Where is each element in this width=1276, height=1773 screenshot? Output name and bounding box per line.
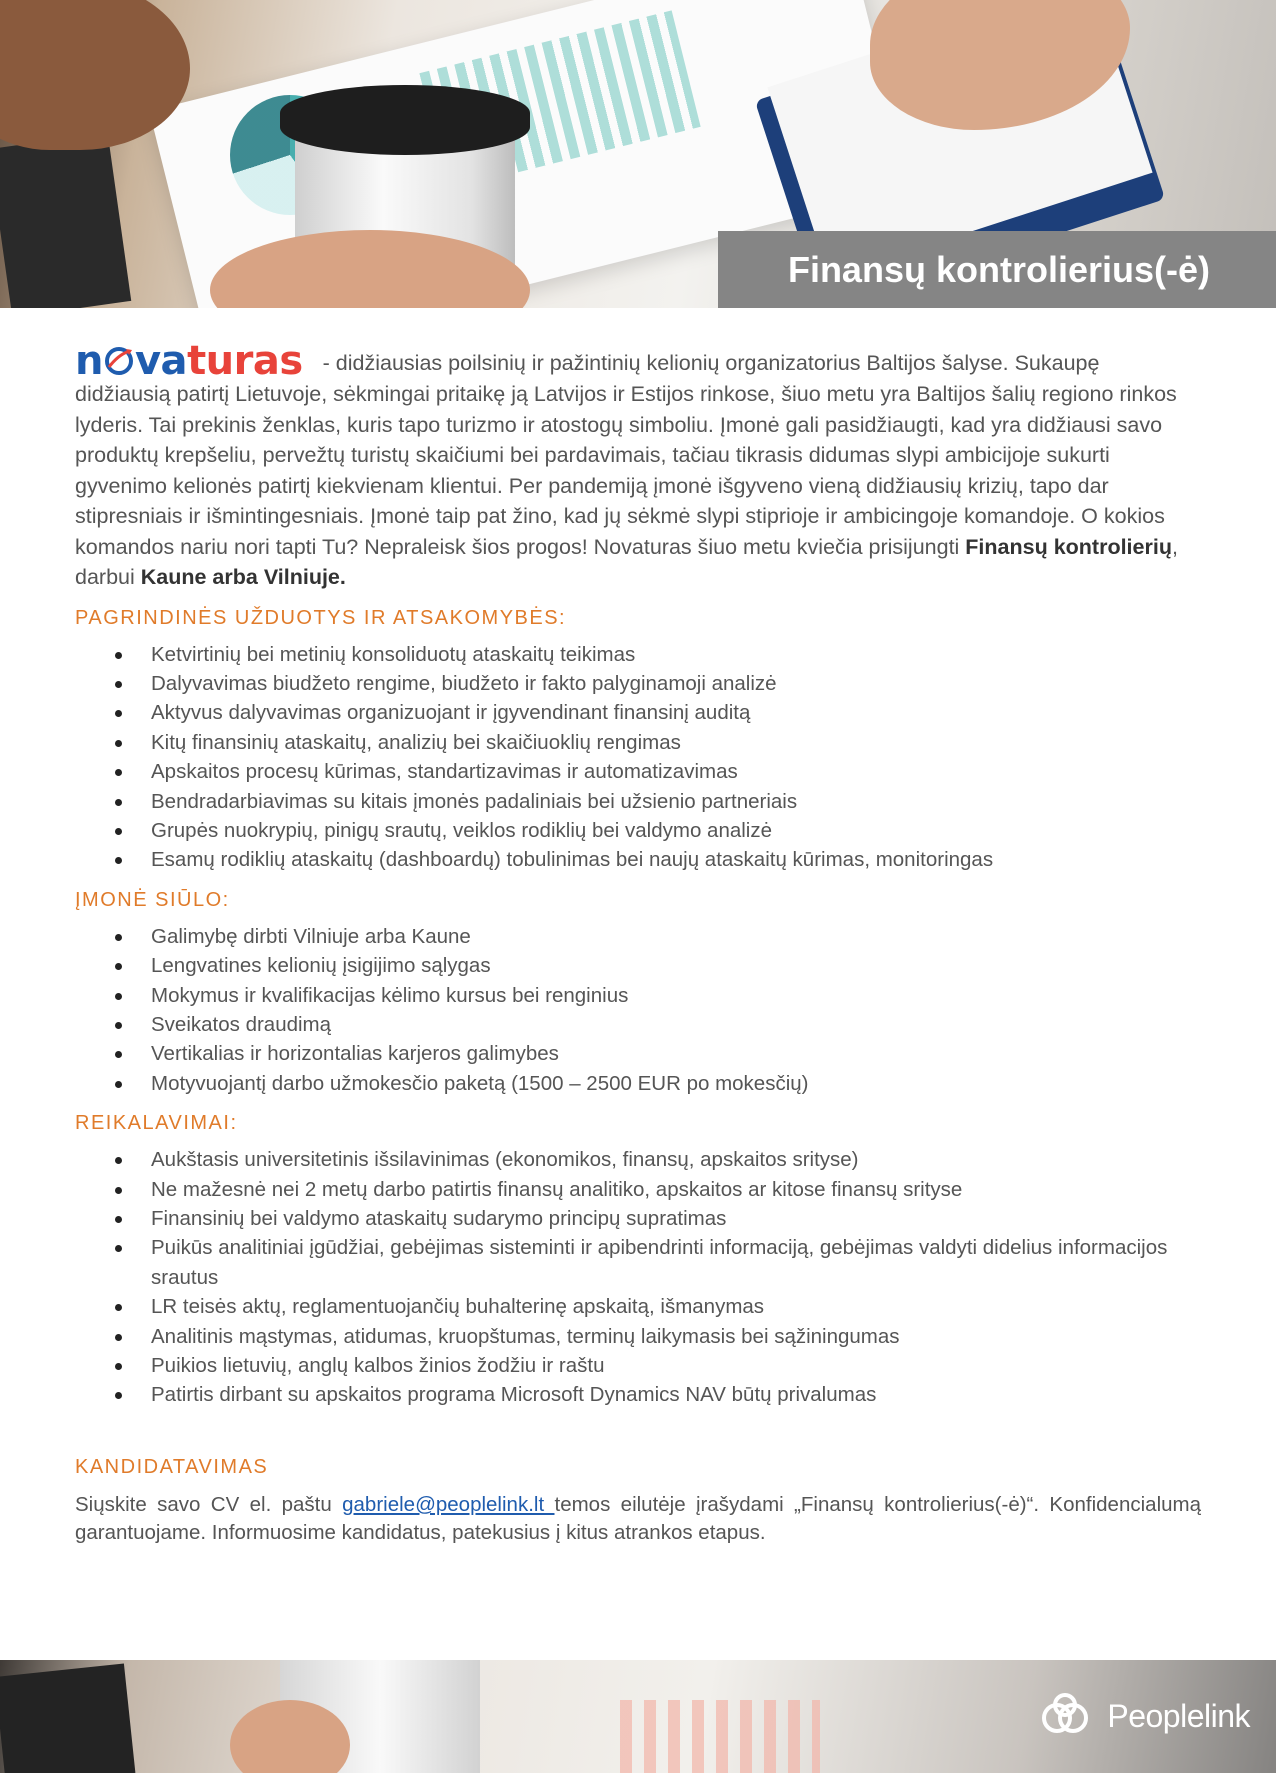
list-item: Finansinių bei valdymo ataskaitų sudarymo principų supratimas [115, 1204, 1201, 1233]
application-heading: KANDIDATAVIMAS [75, 1455, 269, 1478]
list-item: Apskaitos procesų kūrimas, standartizavimas ir automatizavimas [115, 757, 1201, 786]
email-link[interactable]: gabriele@peoplelink.lt [342, 1492, 555, 1516]
novaturas-logo: n vaturas [75, 338, 303, 384]
intro-middle: , darbui [75, 534, 1178, 589]
intro-paragraph [75, 338, 1201, 593]
list-item: Aktyvus dalyvavimas organizuojant ir įgyvendinant finansinį auditą [115, 698, 1201, 727]
list-item: Bendradarbiavimas su kitais įmonės padaliniais bei užsienio partneriais [115, 787, 1201, 816]
list-item: Patirtis dirbant su apskaitos programa Microsoft Dynamics NAV būtų privalumas [115, 1380, 1201, 1409]
page-title: Finansų kontrolierius(-ė) [787, 248, 1210, 290]
list-item: Galimybę dirbti Vilniuje arba Kaune [115, 922, 1201, 951]
list-item: Mokymus ir kvalifikacijas kėlimo kursus bei renginius [115, 981, 1201, 1010]
list-item: LR teisės aktų, reglamentuojančių buhalterinę apskaitą, išmanymas [115, 1292, 1201, 1321]
list-item: Ne mažesnė nei 2 metų darbo patirtis finansų analitiko, apskaitos ar kitose finansų srityse [115, 1175, 1201, 1204]
list-item: Puikios lietuvių, anglų kalbos žinios žodžiu ir raštu [115, 1351, 1201, 1380]
coffee-cup-lid [280, 85, 530, 155]
job-location: Kaune arba Vilniuje. [140, 565, 346, 589]
footer-notebook [0, 1664, 135, 1773]
application-text-before: Siųskite savo CV el. paštu [75, 1492, 343, 1516]
application-text-after: temos eilutėje įrašydami „Finansų kontrolierius(-ė)“. Konfidencialumą garantuojame. Informuosime kandidatus, patekusius į kitus atrankos etapus. [75, 1492, 1202, 1545]
list-item: Dalyvavimas biudžeto rengime, biudžeto ir fakto palyginamoji analizė [115, 669, 1201, 698]
footer-photo [0, 1660, 1276, 1773]
list-item: Kitų finansinių ataskaitų, analizių bei skaičiuoklių rengimas [115, 728, 1201, 757]
list-item: Ketvirtinių bei metinių konsoliduotų ataskaitų teikimas [115, 640, 1201, 669]
offers-list [75, 922, 1201, 1098]
globe-icon [104, 346, 134, 376]
peoplelink-logo [1037, 1688, 1250, 1744]
title-banner [718, 231, 1276, 308]
list-item: Lengvatines kelionių įsigijimo sąlygas [115, 951, 1201, 980]
footer-chart [620, 1700, 820, 1773]
requirements-heading: REIKALAVIMAI: [75, 1112, 238, 1135]
application-text [75, 1491, 1201, 1548]
list-item: Esamų rodiklių ataskaitų (dashboardų) tobulinimas bei naujų ataskaitų kūrimas, monitoringas [115, 845, 1201, 874]
list-item: Grupės nuokrypių, pinigų srautų, veiklos rodiklių bei valdymo analizė [115, 816, 1201, 845]
role-name: Finansų kontrolierių [965, 534, 1172, 559]
list-item: Sveikatos draudimą [115, 1010, 1201, 1039]
list-item: Motyvuojantį darbo užmokesčio paketą (1500 – 2500 EUR po mokesčių) [115, 1069, 1201, 1098]
application-section [75, 1456, 1201, 1548]
duties-heading: PAGRINDINĖS UŽDUOTYS IR ATSAKOMYBĖS: [75, 606, 567, 629]
requirements-list [75, 1145, 1201, 1410]
offers-heading: ĮMONĖ SIŪLO: [75, 888, 230, 911]
notebook [0, 132, 131, 308]
intro-text: - didžiausias poilsinių ir pažintinių kelionių organizatorius Baltijos šalyse. Sukaupę didžiausią patirtį Lietuvoje, sėkmingai pritaikę ją Latvijos ir Estijos rinkose, šiuo metu yra Baltijos šalių regiono rinkos lyderis. Tai prekinis ženklas, kuris tapo turizmo ir atostogų simboliu. Įmonė gali pasidžiaugti, kad yra didžiausi savo produktų krepšeliu, pervežtų turistų skaičiumi bei pardavimais, tačiau tikrasis didumas slypi ambicijoje sukurti gyvenimo kelionės patirtį kiekvienam klientui. Per pandemiją įmonė išgyveno vieną didžiausių krizių, tapo dar stipresniais ir išmintingesniais. Įmonė taip pat žino, kad jų sėkmė slypi stiprioje ir ambicingoje komandoje. O kokios komandos nariu nori tapti Tu? Nepraleisk šios progos! Novaturas šiuo metu kviečia prisijungti [75, 351, 1177, 559]
duties-list [75, 640, 1201, 875]
list-item: Vertikalias ir horizontalias karjeros galimybes [115, 1039, 1201, 1068]
header-photo [0, 0, 1276, 308]
list-item: Aukštasis universitetinis išsilavinimas (ekonomikos, finansų, apskaitos srityse) [115, 1145, 1201, 1174]
main-content [75, 338, 1202, 1548]
list-item: Analitinis mąstymas, atidumas, kruopštumas, terminų laikymasis bei sąžiningumas [115, 1322, 1201, 1351]
brand-name: Peoplelink [1107, 1697, 1250, 1734]
list-item: Puikūs analitiniai įgūdžiai, gebėjimas sisteminti ir apibendrinti informaciją, gebėjimas valdyti didelius informacijos srautus [115, 1233, 1201, 1292]
peoplelink-icon [1037, 1688, 1093, 1744]
